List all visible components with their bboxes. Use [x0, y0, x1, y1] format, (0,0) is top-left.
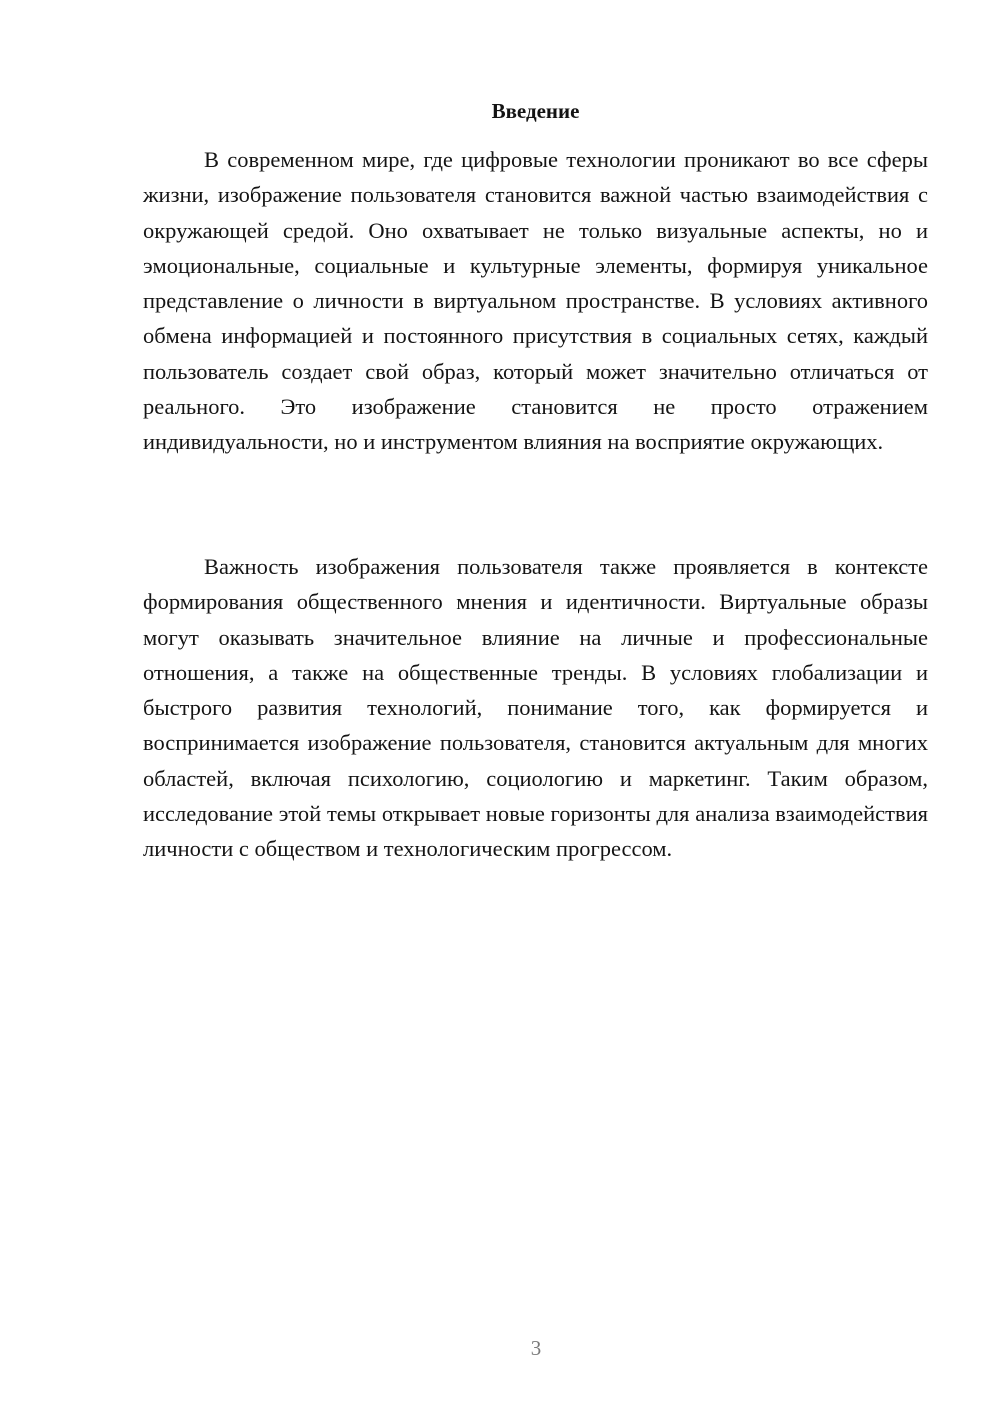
section-heading: Введение	[491, 99, 580, 123]
page-number: 3	[530, 1336, 542, 1360]
body-paragraph-2: Важность изображения пользователя также проявляется в контексте формирования общественного мнения и идентичности. Виртуальные образы могут оказывать значительное влияние на личные и профессиональные отношения, а также на общественные тренды. В условиях глобализации и быстрого развития технологий, понимание того, как формируется и воспринимается изображение пользователя, становится актуальным для многих областей, включая психологию, социологию и маркетинг. Таким образом, исследование этой темы открывает новые горизонты для анализа взаимодействия личности с обществом и технологическим прогрессом.	[143, 554, 928, 862]
body-paragraph-1: В современном мире, где цифровые технологии проникают во все сферы жизни, изображение пользователя становится важной частью взаимодействия с окружающей средой. Оно охватывает не только визуальные аспекты, но и эмоциональные, социальные и культурные элементы, формируя уникальное представление о личности в виртуальном пространстве. В условиях активного обмена информацией и постоянного присутствия в социальных сетях, каждый пользователь создает свой образ, который может значительно отличаться от реального. Это изображение становится не просто отражением индивидуальности, но и инструментом влияния на восприятие окружающих.	[143, 147, 928, 455]
